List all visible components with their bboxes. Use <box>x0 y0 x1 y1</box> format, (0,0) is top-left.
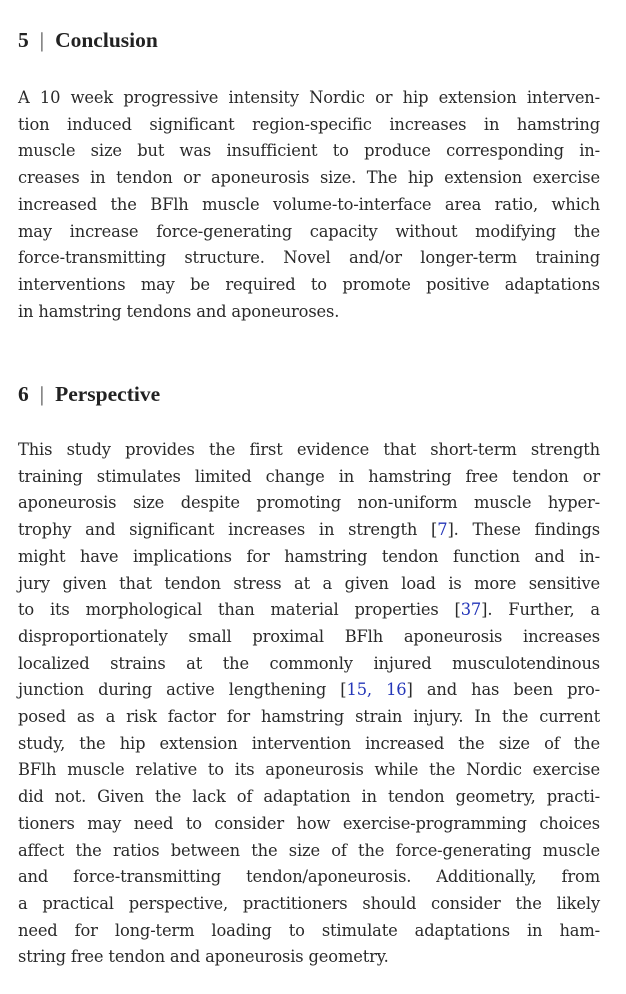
citation-link[interactable]: 7 <box>437 520 448 540</box>
text-line <box>18 464 600 491</box>
text-segment: ] and has been pro- <box>406 680 600 700</box>
section-title: Conclusion <box>55 28 158 52</box>
text-line: force-transmitting structure. Novel and/or longer-term training <box>18 248 600 268</box>
text-segment: disproportionately small proximal BFlh aponeurosis increases <box>18 626 600 646</box>
text-segment: This study provides the first evidence that short-term strength <box>18 440 600 459</box>
text-line: A 10 week progressive intensity Nordic or hip extension interven- <box>18 88 600 107</box>
text-segment: and force-transmitting tendon/aponeurosis. Additionally, from <box>18 867 600 887</box>
text-line: creases in tendon or aponeurosis size. The hip extension exercise <box>18 168 600 188</box>
text-line <box>18 571 600 598</box>
text-line: in hamstring tendons and aponeuroses. <box>18 301 340 321</box>
section-number: 5 <box>18 28 29 52</box>
text-segment: did not. Given the lack of adaptation in tendon geometry, practi- <box>18 787 600 807</box>
text-segment: to its morphological than material properties [ <box>18 600 461 620</box>
text-segment: aponeurosis size despite promoting non-uniform muscle hyper- <box>18 493 600 513</box>
citation-link[interactable]: 37 <box>460 600 482 620</box>
text-segment: tioners may need to consider how exercise-programming choices <box>18 813 600 833</box>
text-line <box>18 704 600 731</box>
text-line <box>18 891 600 918</box>
text-line <box>18 544 600 571</box>
text-line <box>18 651 600 678</box>
text-line <box>18 731 600 758</box>
section-number: 6 <box>18 382 29 406</box>
text-line: interventions may be required to promote positive adaptations <box>18 274 600 294</box>
text-line <box>18 918 600 945</box>
citation-link[interactable]: 15, 16 <box>346 680 407 700</box>
text-line <box>18 677 600 704</box>
text-line <box>18 944 600 971</box>
text-line: tion induced significant region-specific increases in hamstring <box>18 114 600 134</box>
text-line: increased the BFlh muscle volume-to-interface area ratio, which <box>18 194 600 214</box>
text-segment: need for long-term loading to stimulate adaptations in ham- <box>18 920 600 940</box>
text-line <box>18 437 600 464</box>
text-line: may increase force-generating capacity without modifying the <box>18 221 600 241</box>
section-separator: | <box>39 382 45 406</box>
text-line <box>18 597 600 624</box>
text-segment: training stimulates limited change in hamstring free tendon or <box>18 466 600 486</box>
text-line <box>18 624 600 651</box>
text-line <box>18 757 600 784</box>
text-segment: ]. These findings <box>447 520 600 540</box>
text-segment: a practical perspective, practitioners should consider the likely <box>18 893 600 913</box>
text-line <box>18 784 600 811</box>
text-line <box>18 838 600 865</box>
conclusion-paragraph <box>18 85 600 325</box>
section-separator: | <box>39 28 45 52</box>
text-segment: string free tendon and aponeurosis geometry. <box>18 947 389 967</box>
text-segment: trophy and significant increases in strength [ <box>18 520 438 540</box>
text-segment: localized strains at the commonly injured musculotendinous <box>18 653 600 673</box>
text-segment: might have implications for hamstring tendon function and in- <box>18 546 600 566</box>
perspective-paragraph <box>18 437 600 971</box>
text-segment: jury given that tendon stress at a given load is more sensitive <box>18 573 600 593</box>
text-segment: ]. Further, a <box>481 600 600 620</box>
text-segment: affect the ratios between the size of the force-generating muscle <box>18 840 600 860</box>
text-segment: study, the hip extension intervention increased the size of the <box>18 733 600 753</box>
section-heading-conclusion <box>18 28 600 53</box>
section-title: Perspective <box>55 382 161 406</box>
text-segment: posed as a risk factor for hamstring strain injury. In the current <box>18 707 600 727</box>
text-segment: BFlh muscle relative to its aponeurosis while the Nordic exercise <box>18 760 600 780</box>
text-segment: junction during active lengthening [ <box>18 680 347 700</box>
section-heading-perspective <box>18 382 600 407</box>
text-line <box>18 490 600 517</box>
text-line <box>18 864 600 891</box>
text-line <box>18 811 600 838</box>
text-line: muscle size but was insufficient to produce corresponding in- <box>18 141 600 161</box>
text-line <box>18 517 600 544</box>
